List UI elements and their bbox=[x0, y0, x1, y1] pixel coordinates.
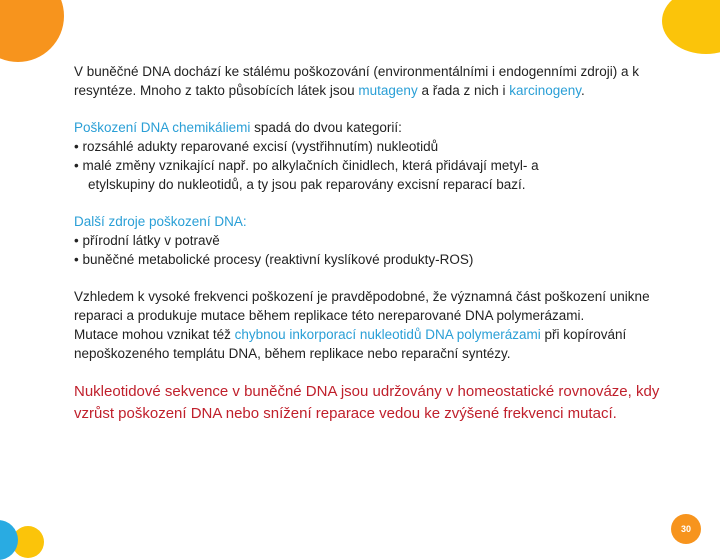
slide-content bbox=[74, 62, 664, 443]
list-item: • rozsáhlé adukty reparované excisí (vystřihnutím) nukleotidů bbox=[74, 139, 439, 154]
mutations-text-3: při kopírování nepoškozeného templátu DNA, během replikace nebo reparační syntézy. bbox=[74, 327, 627, 361]
mutations-text-2: Mutace mohou vznikat též bbox=[74, 327, 235, 342]
intro-text-1: V buněčné DNA dochází ke stálému poškozování (environmentálními i endogenními zdroji) a k resyntéze. Mnoho z takto působících látek jsou bbox=[74, 64, 640, 98]
decor-circle-yellow bbox=[662, 0, 720, 54]
mutations-term: chybnou inkorporací nukleotidů DNA polymerázami bbox=[234, 327, 541, 342]
mutations-text-1: Vzhledem k vysoké frekvenci poškození je pravděpodobné, že významná část poškození unikne reparaci a produkuje mutace během replikace této nereparované DNA polymerázami. bbox=[74, 289, 650, 323]
page-number-badge: 30 bbox=[671, 514, 701, 544]
chemical-lead-term: Poškození DNA chemikáliemi bbox=[74, 120, 251, 135]
paragraph-chemical-damage bbox=[74, 118, 664, 194]
paragraph-other-sources bbox=[74, 212, 664, 269]
paragraph-intro bbox=[74, 62, 664, 100]
chemical-lead-rest: spadá do dvou kategorií: bbox=[250, 120, 402, 135]
list-item-continuation: etylskupiny do nukleotidů, a ty jsou pak reparovány excisní reparací bazí. bbox=[88, 177, 526, 192]
list-item: • malé změny vznikající např. po alkylačních činidlech, která přidávají metyl- a bbox=[74, 158, 539, 173]
list-item: • buněčné metabolické procesy (reaktivní kyslíkové produkty-ROS) bbox=[74, 252, 474, 267]
other-sources-heading: Další zdroje poškození DNA: bbox=[74, 214, 247, 229]
intro-text-2: a řada z nich i bbox=[417, 83, 510, 98]
decor-circle-orange bbox=[0, 0, 64, 62]
conclusion-text: Nukleotidové sekvence v buněčné DNA jsou udržovány v homeostatické rovnováze, kdy vzrůst poškození DNA nebo snížení reparace vedou ke zvýšené frekvenci mutací. bbox=[74, 383, 660, 422]
term-mutageny: mutageny bbox=[358, 83, 418, 98]
paragraph-mutations bbox=[74, 287, 664, 363]
term-karcinogeny: karcinogeny bbox=[509, 83, 582, 98]
decor-circle-blue bbox=[0, 520, 18, 560]
list-item: • přírodní látky v potravě bbox=[74, 233, 220, 248]
intro-text-3: . bbox=[581, 83, 585, 98]
chemical-lead bbox=[74, 118, 664, 137]
